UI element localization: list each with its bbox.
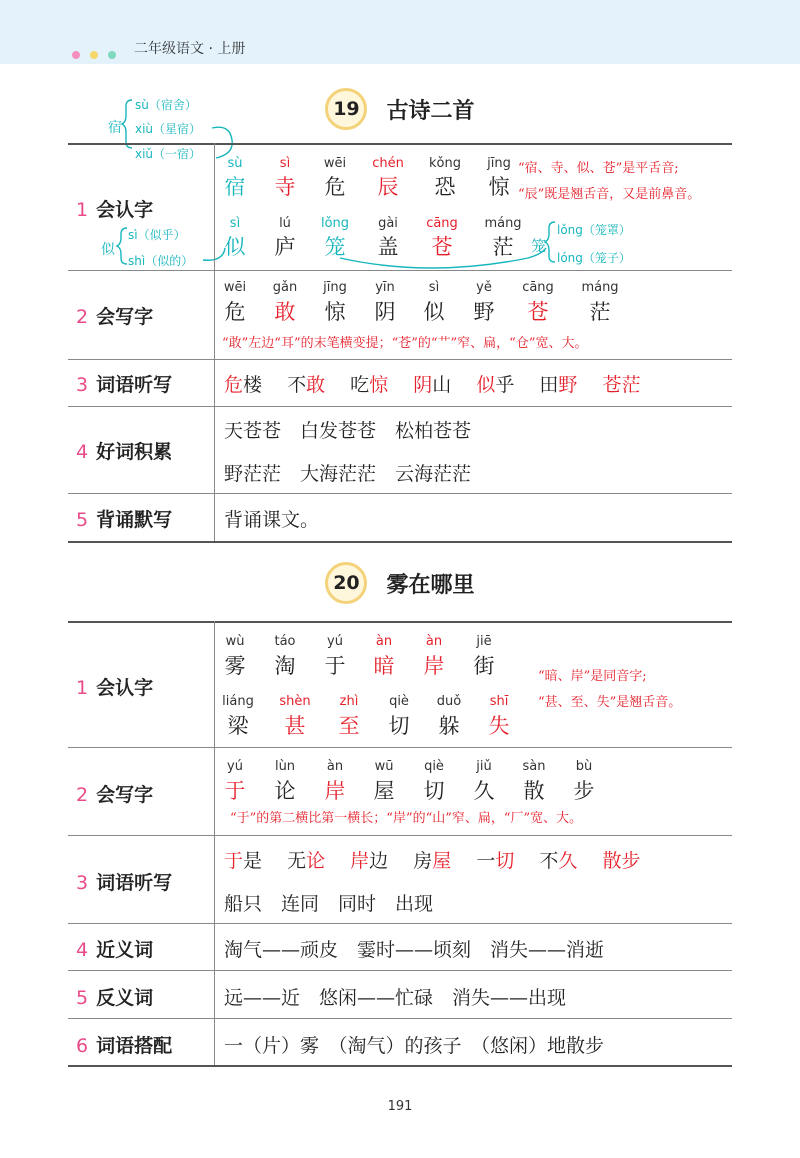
row-label-recognize: 1 会认字 — [76, 677, 154, 699]
hanzi: 阴 — [374, 300, 396, 324]
table-19-top-border — [68, 143, 732, 145]
row-divider — [68, 493, 732, 494]
note: “暗、岸”是同音字; — [538, 669, 647, 684]
table-19-bottom-border — [68, 541, 732, 543]
pinyin: zhì — [339, 694, 359, 709]
row-label-good-words: 4 好词积累 — [76, 441, 173, 463]
pinyin: sì — [279, 156, 291, 171]
pinyin: bù — [575, 759, 593, 774]
hanzi: 岸 — [423, 654, 445, 678]
row-divider — [68, 923, 732, 924]
pinyin: gǎn — [272, 280, 298, 295]
su-bracket — [122, 100, 132, 148]
pinyin: táo — [274, 634, 296, 649]
pinyin: lú — [279, 216, 291, 231]
lesson-title: 古诗二首 — [386, 98, 475, 124]
hanzi: 危 — [324, 175, 346, 199]
pinyin: wù — [225, 634, 245, 649]
column-divider — [214, 621, 215, 1065]
pinyin: yīn — [375, 280, 395, 295]
hanzi: 切 — [388, 714, 410, 738]
hanzi: 步 — [573, 779, 595, 803]
hanzi: 盖 — [377, 235, 399, 259]
su-anno-b: xiù（星宿） — [135, 122, 202, 136]
hanzi: 苍 — [527, 300, 549, 324]
page-number: 191 — [387, 1099, 413, 1114]
pinyin: wēi — [223, 280, 247, 295]
row-label-dictation: 3 词语听写 — [76, 374, 173, 396]
su-anno-head: 宿 — [108, 120, 122, 136]
pinyin: yě — [476, 280, 492, 295]
si-anno-a: sì（似乎） — [128, 228, 186, 242]
hanzi: 恐 — [434, 175, 456, 199]
row-label-recite: 5 背诵默写 — [76, 509, 173, 531]
table-20-bottom-border — [68, 1065, 732, 1067]
lesson-number: 20 — [325, 562, 367, 604]
hanzi: 岸 — [324, 779, 346, 803]
hanzi: 失 — [488, 714, 510, 738]
pinyin: àn — [425, 634, 443, 649]
pinyin: jīng — [323, 280, 347, 295]
pinyin: wū — [374, 759, 394, 774]
hanzi: 切 — [423, 779, 445, 803]
pinyin: cāng — [426, 216, 458, 231]
pinyin: wēi — [323, 156, 347, 171]
pinyin: cāng — [522, 280, 554, 295]
dictation-line-1: 于是 无论 岸边 房屋 一切 不久 散步 — [224, 850, 641, 872]
pinyin: jiē — [476, 634, 492, 649]
note: “辰”既是翘舌音，又是前鼻音。 — [518, 187, 701, 202]
si-anno-head: 似 — [101, 242, 115, 258]
header-title: 二年级语文 · 上册 — [134, 41, 246, 57]
pinyin: qiè — [389, 694, 409, 709]
hanzi: 甚 — [284, 714, 306, 738]
hanzi: 茫 — [589, 300, 611, 324]
row-label-recognize: 1 会认字 — [76, 199, 154, 221]
dictation-line: 危楼 不敢 吃惊 阴山 似乎 田野 苍茫 — [224, 374, 641, 396]
writing-tip: “于”的第二横比第一横长；“岸”的“山”窄、扁，“厂”宽、大。 — [230, 811, 583, 826]
si-bracket — [117, 228, 127, 264]
row-divider — [68, 835, 732, 836]
pinyin: àn — [375, 634, 393, 649]
hanzi: 苍 — [431, 235, 453, 259]
hanzi: 辰 — [377, 175, 399, 199]
su-anno-c: xiǔ（一宿） — [135, 147, 202, 161]
row-label-dictation: 3 词语听写 — [76, 872, 173, 894]
hanzi: 论 — [274, 779, 296, 803]
pinyin: yú — [327, 634, 343, 649]
long-anno-head: 笼 — [531, 237, 547, 255]
row-label-write: 2 会写字 — [76, 784, 154, 806]
lesson-title: 雾在哪里 — [386, 572, 475, 598]
pinyin: sù — [227, 156, 243, 171]
note: “宿、寺、似、苍”是平舌音; — [518, 161, 679, 176]
pinyin: máng — [581, 280, 619, 295]
table-20-top-border — [68, 621, 732, 623]
pinyin: kǒng — [429, 156, 461, 171]
hanzi: 似 — [423, 300, 445, 324]
hanzi: 至 — [338, 714, 360, 738]
hanzi: 散 — [523, 779, 545, 803]
pinyin: sàn — [522, 759, 546, 774]
dictation-line-2: 船只 连同 同时 出现 — [224, 893, 434, 915]
pinyin: duǒ — [436, 694, 462, 709]
hanzi: 野 — [473, 300, 495, 324]
pinyin: máng — [484, 216, 522, 231]
lesson-20-heading — [0, 562, 800, 604]
pinyin: yú — [227, 759, 243, 774]
column-divider — [214, 143, 215, 541]
row-divider — [68, 970, 732, 971]
row-divider — [68, 1018, 732, 1019]
hanzi: 惊 — [324, 300, 346, 324]
pinyin: liáng — [222, 694, 254, 709]
note: “甚、至、失”是翘舌音。 — [538, 695, 682, 710]
row-label-antonyms: 5 反义词 — [76, 987, 154, 1009]
hanzi: 淘 — [274, 654, 296, 678]
pinyin: shī — [489, 694, 509, 709]
hanzi: 敢 — [274, 300, 296, 324]
pinyin: lùn — [274, 759, 296, 774]
si-anno-b: shì（似的） — [128, 254, 194, 268]
hanzi: 寺 — [274, 175, 296, 199]
pinyin: lǒng — [320, 216, 350, 231]
hanzi: 街 — [473, 654, 495, 678]
row-divider — [68, 747, 732, 748]
hanzi: 危 — [224, 300, 246, 324]
antonyms-text: 远——近 悠闲——忙碌 消失——出现 — [224, 987, 567, 1009]
hanzi: 笼 — [324, 235, 346, 259]
hanzi: 茫 — [492, 235, 514, 259]
hanzi: 于 — [324, 654, 346, 678]
hanzi: 宿 — [224, 175, 246, 199]
hanzi: 梁 — [227, 714, 249, 738]
collocations-text: 一（片）雾 （淘气）的孩子 （悠闲）地散步 — [224, 1035, 605, 1057]
synonyms-text: 淘气——顽皮 霎时——顷刻 消失——消逝 — [224, 939, 605, 961]
good-words-line-1: 天苍苍 白发苍苍 松柏苍苍 — [224, 420, 472, 442]
good-words-line-2: 野茫茫 大海茫茫 云海茫茫 — [224, 463, 472, 485]
hanzi: 似 — [224, 235, 246, 259]
hanzi: 暗 — [373, 654, 395, 678]
su-anno-a: sù（宿舍） — [135, 98, 197, 112]
hanzi: 屋 — [373, 779, 395, 803]
row-label-synonyms: 4 近义词 — [76, 939, 154, 961]
pinyin: gài — [378, 216, 398, 231]
pinyin: shèn — [279, 694, 311, 709]
row-divider — [68, 359, 732, 360]
hanzi: 庐 — [274, 235, 296, 259]
pinyin: àn — [326, 759, 344, 774]
pinyin: chén — [372, 156, 404, 171]
pinyin: sì — [229, 216, 241, 231]
lesson-number: 19 — [325, 88, 367, 130]
pinyin: qiè — [424, 759, 444, 774]
row-label-write: 2 会写字 — [76, 306, 154, 328]
row-divider — [68, 406, 732, 407]
long-anno-a: lǒng（笼罩） — [557, 223, 631, 237]
recite-text: 背诵课文。 — [224, 509, 320, 531]
hanzi: 雾 — [224, 654, 246, 678]
row-label-collocations: 6 词语搭配 — [76, 1035, 173, 1057]
hanzi: 于 — [224, 779, 246, 803]
long-bracket — [545, 222, 555, 262]
hanzi: 躲 — [438, 714, 460, 738]
row-divider — [68, 270, 732, 271]
pinyin: jīng — [487, 156, 511, 171]
writing-tip: “敢”左边“耳”的末笔横变提；“苍”的“艹”窄、扁，“仓”宽、大。 — [222, 336, 588, 351]
pinyin: jiǔ — [476, 759, 492, 774]
hanzi: 久 — [473, 779, 495, 803]
pinyin: sì — [428, 280, 440, 295]
long-anno-b: lóng（笼子） — [557, 251, 631, 265]
hanzi: 惊 — [488, 175, 510, 199]
